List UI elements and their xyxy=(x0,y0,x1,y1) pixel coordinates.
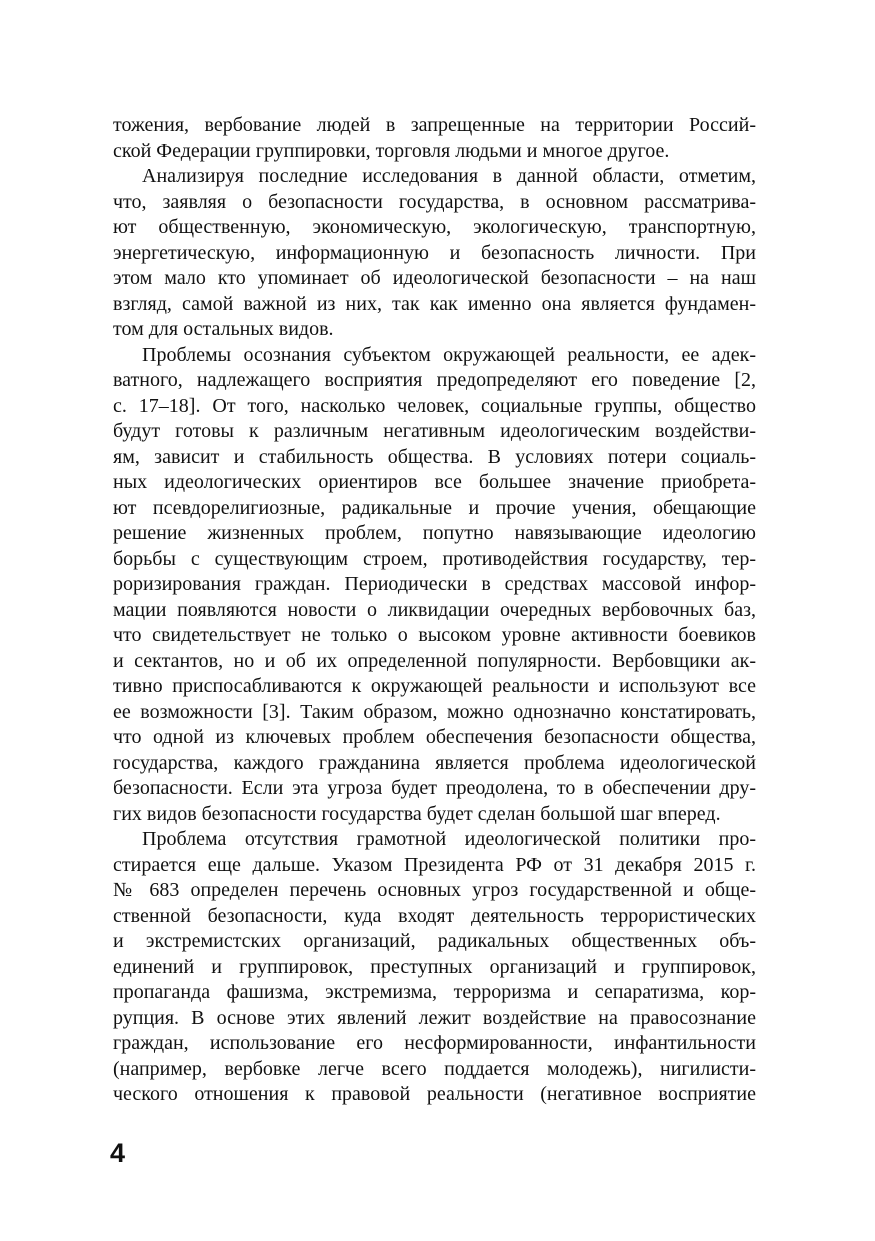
text-line: взгляд, самой важной из них, так как именно она является фундамен- xyxy=(113,292,756,315)
text-line: рупция. В основе этих явлений лежит воздействие на правосознание xyxy=(113,1006,756,1029)
text-line: ных идеологических ориентиров все большее значение приобрета- xyxy=(113,471,756,493)
text-line: № 683 определен перечень основных угроз государственной и обще- xyxy=(113,879,756,901)
text-line: с. 17–18]. От того, насколько человек, социальные группы, общество xyxy=(113,394,756,417)
text-line: (например, вербовке легче всего поддается молодежь), нигилисти- xyxy=(113,1057,756,1080)
paragraph xyxy=(113,343,756,828)
text-line: Проблемы осознания субъектом окружающей реальности, ее адек- xyxy=(142,343,756,366)
text-line: что, заявляя о безопасности государства, в основном рассматрива- xyxy=(113,190,756,213)
text-line: тожения, вербование людей в запрещенные на территории Россий- xyxy=(113,114,756,136)
text-line: ческого отношения к правовой реальности (негативное восприятие xyxy=(113,1083,756,1105)
text-line: ее возможности [3]. Таким образом, можно однозначно констатировать, xyxy=(113,700,756,723)
text-line: решение жизненных проблем, попутно навязывающие идеологию xyxy=(113,522,756,544)
text-line: ям, зависит и стабильность общества. В условиях потери социаль- xyxy=(113,445,756,468)
text-line: безопасности. Если эта угроза будет преодолена, то в обеспечении дру- xyxy=(113,777,756,799)
text-line: государства, каждого гражданина является проблема идеологической xyxy=(113,751,756,774)
text-line: что свидетельствует не только о высоком уровне активности боевиков xyxy=(113,624,756,646)
text-line: роризирования граждан. Периодически в средствах массовой инфор- xyxy=(113,573,756,595)
text-line: ственной безопасности, куда входят деятельность террористических xyxy=(113,904,756,927)
text-line: Проблема отсутствия грамотной идеологической политики про- xyxy=(142,828,756,850)
text-line: будут готовы к различным негативным идеологическим воздействи- xyxy=(113,420,756,442)
text-line: единений и группировок, преступных организаций и группировок, xyxy=(113,955,756,978)
text-line: этом мало кто упоминает об идеологической безопасности – на наш xyxy=(113,267,756,289)
text-line: ской Федерации группировки, торговля людьми и многое другое. xyxy=(113,139,670,162)
text-line: стирается еще дальше. Указом Президента РФ от 31 декабря 2015 г. xyxy=(113,853,756,876)
text-line: мации появляются новости о ликвидации очередных вербовочных баз, xyxy=(113,598,756,621)
text-line: и экстремистских организаций, радикальных общественных объ- xyxy=(113,930,756,952)
text-line: что одной из ключевых проблем обеспечения безопасности общества, xyxy=(113,726,756,748)
paragraph xyxy=(113,827,756,1108)
text-line: энергетическую, информационную и безопасность личности. При xyxy=(113,241,756,264)
text-line: тивно приспосабливаются к окружающей реальности и используют все xyxy=(113,675,756,697)
paragraph xyxy=(113,113,756,164)
text-line: ют псевдорелигиозные, радикальные и прочие учения, обещающие xyxy=(113,496,756,519)
text-line: гих видов безопасности государства будет сделан большой шаг вперед. xyxy=(113,802,721,825)
text-line: борьбы с существующим строем, противодействия государству, тер- xyxy=(113,547,756,570)
document-body xyxy=(113,113,756,1108)
paragraph xyxy=(113,164,756,343)
text-line: Анализируя последние исследования в данной области, отметим, xyxy=(142,165,756,187)
text-line: пропаганда фашизма, экстремизма, терроризма и сепаратизма, кор- xyxy=(113,981,756,1003)
text-line: граждан, использование его несформированности, инфантильности xyxy=(113,1032,756,1054)
text-line: и сектантов, но и об их определенной популярности. Вербовщики ак- xyxy=(113,649,756,672)
text-line: том для остальных видов. xyxy=(113,318,334,340)
text-line: ют общественную, экономическую, экологическую, транспортную, xyxy=(113,216,756,238)
page-number: 4 xyxy=(110,1138,126,1168)
text-line: ватного, надлежащего восприятия предопределяют его поведение [2, xyxy=(113,369,756,391)
